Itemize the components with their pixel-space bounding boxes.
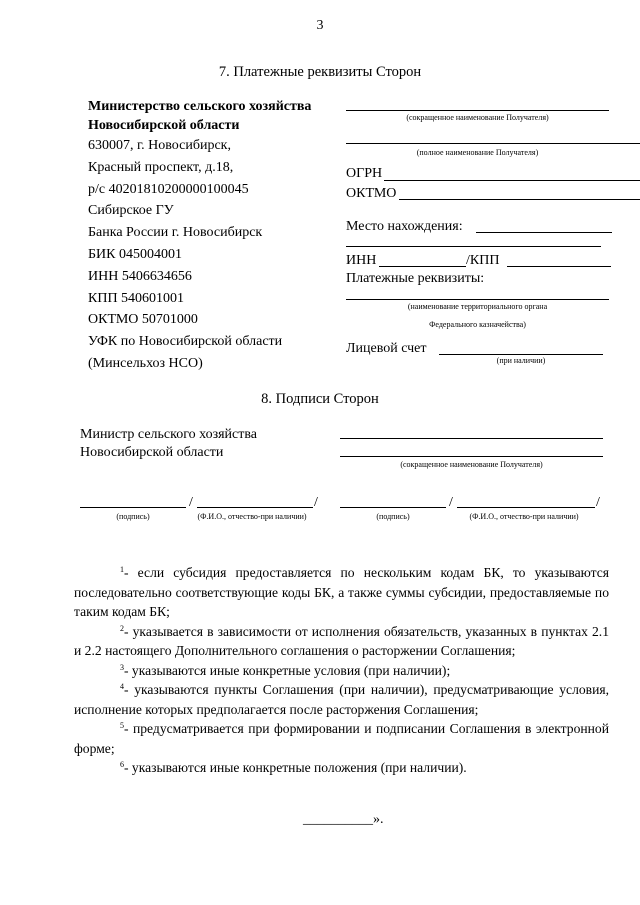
recipient-sign-name-line-2 <box>340 456 603 457</box>
footnote-item <box>74 758 609 778</box>
recipient-sign-name-line <box>340 438 603 439</box>
footnote-number: 1 <box>120 565 124 574</box>
payment-details-label: Платежные реквизиты: <box>346 271 485 286</box>
recipient-full-name-line <box>346 143 640 144</box>
payer-bik: БИК 045004001 <box>88 246 182 262</box>
ogrn-line <box>384 180 640 181</box>
payer-address-line: 630007, г. Новосибирск, <box>88 138 231 153</box>
closing-quote: ». <box>373 812 384 827</box>
payer-inn: ИНН 5406634656 <box>88 268 192 284</box>
payer-kpp: КПП 540601001 <box>88 290 185 306</box>
section7-heading: 7. Платежные реквизиты Сторон <box>218 64 422 80</box>
fio-line-left <box>197 507 313 508</box>
footnote-number: 4 <box>120 682 124 691</box>
footnote-number: 5 <box>120 721 124 730</box>
footnote-number: 3 <box>120 662 124 672</box>
personal-account-label: Лицевой счет <box>346 341 427 356</box>
personal-account-caption: (при наличии) <box>496 356 546 365</box>
footnote-number: 2 <box>120 623 124 633</box>
footnote-number: 6 <box>120 760 124 769</box>
signature-line-left <box>80 507 186 508</box>
footnote-text: - если субсидия предоставляется по нескольким кодам БК, то указываются последовательно соответствующие коды БК, а также суммы субсидии, предоставляемые по таким кодам БК; <box>74 565 609 619</box>
inn-line <box>379 266 466 267</box>
slash-right-end: / <box>596 495 600 510</box>
footnote-text: - указываются иные конкретные условия (при наличии); <box>124 662 451 678</box>
fio-caption-left: (Ф.И.О., отчество-при наличии) <box>197 512 307 521</box>
payer-address-line: Красный проспект, д.18, <box>88 159 234 175</box>
closing-mark <box>303 810 384 829</box>
signature-line-right <box>340 507 446 508</box>
location-label: Место нахождения: <box>346 219 463 234</box>
location-line <box>476 232 612 233</box>
footnote-item <box>74 622 609 661</box>
signatory-title-line2: Новосибирской области <box>80 445 224 460</box>
payer-details <box>88 97 311 375</box>
location-line-2 <box>346 246 601 247</box>
closing-blank: __________ <box>303 812 373 827</box>
page-number: 3 <box>316 18 324 33</box>
footnote-item <box>74 680 609 719</box>
inn-label: ИНН <box>346 253 377 268</box>
footnote-item <box>74 563 609 622</box>
footnote-text: - указываются иные конкретные положения (при наличии). <box>124 760 467 775</box>
fio-caption-right: (Ф.И.О., отчество-при наличии) <box>469 512 579 521</box>
signatory-title-line1: Министр сельского хозяйства <box>80 427 257 442</box>
footnote-item <box>74 719 609 758</box>
payer-treasury: (Минсельхоз НСО) <box>88 355 203 371</box>
slash-left: / <box>189 495 193 510</box>
footnote-text: - указываются пункты Соглашения (при наличии), предусматривающие условия, исполнение которых предполагается после расторжения Соглашения; <box>74 682 609 717</box>
payer-bank: Банка России г. Новосибирск <box>88 225 263 241</box>
treasury-caption: (наименование территориального органа <box>407 302 548 311</box>
section8-heading: 8. Подписи Сторон <box>261 391 379 407</box>
personal-account-line <box>439 354 603 355</box>
recipient-short-name-line <box>346 110 609 111</box>
footnotes <box>74 563 609 778</box>
fio-line-right <box>457 507 595 508</box>
slash-left-end: / <box>314 495 318 510</box>
payer-org-line1: Министерство сельского хозяйства <box>88 99 312 114</box>
footnote-item <box>74 661 609 681</box>
footnote-text: - предусматривается при формировании и подписании Соглашения в электронной форме; <box>74 721 609 756</box>
oktmo-line <box>399 199 640 200</box>
recipient-full-name-caption: (полное наименование Получателя) <box>416 148 539 157</box>
recipient-short-name-caption: (сокращенное наименование Получателя) <box>406 113 549 122</box>
kpp-line <box>507 266 611 267</box>
signature-caption-left: (подпись) <box>116 512 150 521</box>
payer-oktmo: ОКТМО 50701000 <box>88 312 198 328</box>
ogrn-label: ОГРН <box>346 166 383 181</box>
footnote-text: - указывается в зависимости от исполнения обязательств, указанных в пунктах 2.1 и 2.2 настоящего Дополнительного соглашения о расторжении Соглашения; <box>74 623 609 658</box>
treasury-caption: Федерального казначейства) <box>429 320 526 329</box>
recipient-sign-name-caption: (сокращенное наименование Получателя) <box>400 460 543 469</box>
signature-caption-right: (подпись) <box>376 512 410 521</box>
payer-org-line2: Новосибирской области <box>88 118 240 133</box>
kpp-label: /КПП <box>466 253 500 268</box>
payer-account: р/с 40201810200000100045 <box>88 181 249 197</box>
slash-right: / <box>449 495 453 510</box>
treasury-line <box>346 299 609 300</box>
oktmo-label: ОКТМО <box>346 186 397 201</box>
payer-treasury: УФК по Новосибирской области <box>88 334 283 350</box>
payer-bank: Сибирское ГУ <box>88 203 174 219</box>
